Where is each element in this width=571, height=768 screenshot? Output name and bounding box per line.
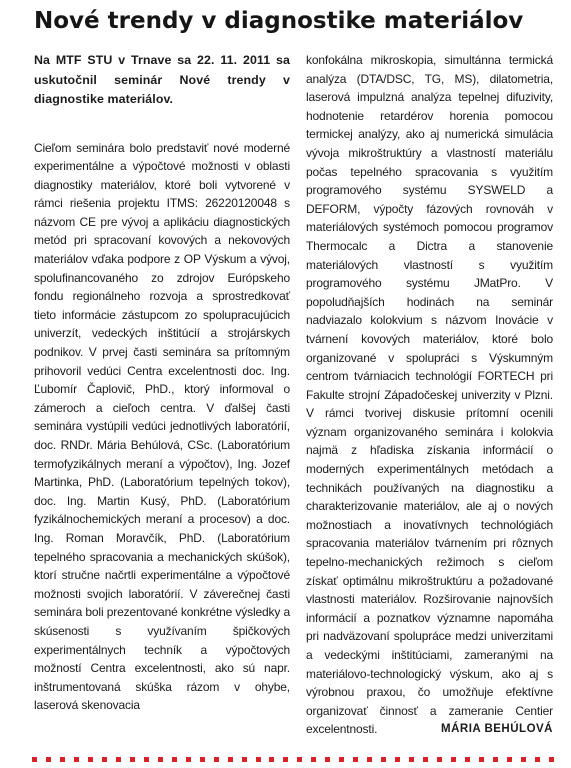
separator-dot — [353, 757, 358, 762]
separator-dot — [172, 757, 177, 762]
separator-dot — [339, 757, 344, 762]
separator-dot — [256, 757, 261, 762]
separator-dot — [549, 757, 554, 762]
separator-dot — [242, 757, 247, 762]
separator-dot — [228, 757, 233, 762]
separator-dot — [311, 757, 316, 762]
separator-dot — [158, 757, 163, 762]
author-signature: MÁRIA BEHÚLOVÁ — [441, 723, 553, 735]
dotted-separator — [32, 756, 554, 762]
right-column — [306, 51, 553, 739]
separator-dot — [102, 757, 107, 762]
separator-dot — [214, 757, 219, 762]
separator-dot — [46, 757, 51, 762]
separator-dot — [423, 757, 428, 762]
separator-dot — [367, 757, 372, 762]
separator-dot — [325, 757, 330, 762]
separator-dot — [116, 757, 121, 762]
separator-dot — [493, 757, 498, 762]
separator-dot — [381, 757, 386, 762]
separator-dot — [130, 757, 135, 762]
separator-dot — [144, 757, 149, 762]
separator-dot — [200, 757, 205, 762]
separator-dot — [269, 757, 274, 762]
separator-dot — [32, 757, 37, 762]
separator-dot — [507, 757, 512, 762]
separator-dot — [74, 757, 79, 762]
separator-dot — [535, 757, 540, 762]
separator-dot — [479, 757, 484, 762]
separator-dot — [297, 757, 302, 762]
separator-dot — [437, 757, 442, 762]
separator-dot — [88, 757, 93, 762]
body-text-right: konfokálna mikroskopia, simultánna termická analýza (DTA/DSC, TG, MS), dilatometria, laserová impulzná analýza tepelnej difuzivity, hodnotenie retardérov horenia pomocou termickej analýzy, ako aj numerická simulácia vývoja mikroštruktúry a vlastností materiálu počas tepelného spracovania s využitím programového systému SYSWELD a DEFORM, výpočty fázových rovnováh v materiálových systémoch pomocou programov Thermocalc a Dictra a stanovenie materiálových vlastností s využitím programového systému JMatPro. V popoludňajších hodinách na seminár nadviazalo kolokvium s názvom Inovácie v tvárnení kovových materiálov, ktoré bolo organizované v spolupráci s Výskumným centrom tvárniacich technológií FORTECH pri Fakulte strojní Západočeskej univerzity v Plzni. V rámci tvorivej diskusie prítomní ocenili význam organizovaného seminára i kolokvia najmä z hľadiska získania informácií o moderných experimentálnych metódach a technikách používaných na diagnostiku a charakterizovanie materiálov, ale aj o nových možnostiach a inovatívnych technológiách spracovania materiálov tvárnením pri rôznych tepelno-mechanických režimoch s cieľom získať optimálnu mikroštruktúru a požadované vlastnosti materiálov. Rozširovanie najnovších informácií a poznatkov významne napomáha pri nadväzovaní spolupráce medzi univerzitami a vedeckými inštitúciami, zameranými na materiálovo-technologický výskum, ako aj s výrobnou praxou, čo umožňuje efektívne organizovať činnosť a zameranie Centier excelentnosti. — [306, 53, 553, 737]
separator-dot — [395, 757, 400, 762]
separator-dot — [465, 757, 470, 762]
separator-dot — [521, 757, 526, 762]
separator-dot — [409, 757, 414, 762]
separator-dot — [186, 757, 191, 762]
separator-dot — [60, 757, 65, 762]
article-lead: Na MTF STU v Trnave sa 22. 11. 2011 sa uskutočnil seminár Nové trendy v diagnostike materiálov. — [34, 53, 290, 106]
article-title: Nové trendy v diagnostike materiálov — [34, 8, 524, 34]
separator-dot — [283, 757, 288, 762]
body-text-left: Cieľom seminára bolo predstaviť nové moderné experimentálne a výpočtové možnosti v oblasti diagnostiky materiálov, ktoré boli vytvorené v rámci riešenia projektu ITMS: 26220120048 s názvom CE pre vývoj a aplikáciu diagnostických metód pri spracovaní kovových a nekovových materiálov vďaka podpore z OP Výskum a vývoj, spolufinancovaného zo zdrojov Európskeho fondu regionálneho rozvoja a sprostredkovať tieto informácie zástupcom zo spolupracujúcich univerzít, vedeckých inštitúcií a strojárskych podnikov. V prvej časti seminára sa prítomným prihovoril vedúci Centra excelentnosti doc. Ing. Ľubomír Čaplovič, PhD., ktorý informoval o zámeroch a cieľoch centra. V ďalšej časti seminára vystúpili vedúci jednotlivých laboratórií, doc. RNDr. Mária Behúlová, CSc. (Laboratórium termofyzikálnych meraní a výpočtov), Ing. Jozef Martinka, PhD. (Laboratórium tepelných tokov), doc. Ing. Martin Kusý, PhD. (Laboratórium fyzikálnochemických meraní a procesov) a doc. Ing. Roman Moravčík, PhD. (Laboratórium tepelného spracovania a mechanických skúšok), ktorí stručne načrtli experimentálne a výpočtové možnosti svojich laboratórií. V záverečnej časti seminára boli prezentované konkrétne výsledky a skúsenosti s využívaním špičkových experimentálnych techník a výpočtových možností Centra excelentnosti, ako sú napr. inštrumentovaná skúška rázom v ohybe, laserová skenovacia — [34, 140, 290, 713]
separator-dot — [451, 757, 456, 762]
left-column — [34, 51, 290, 715]
